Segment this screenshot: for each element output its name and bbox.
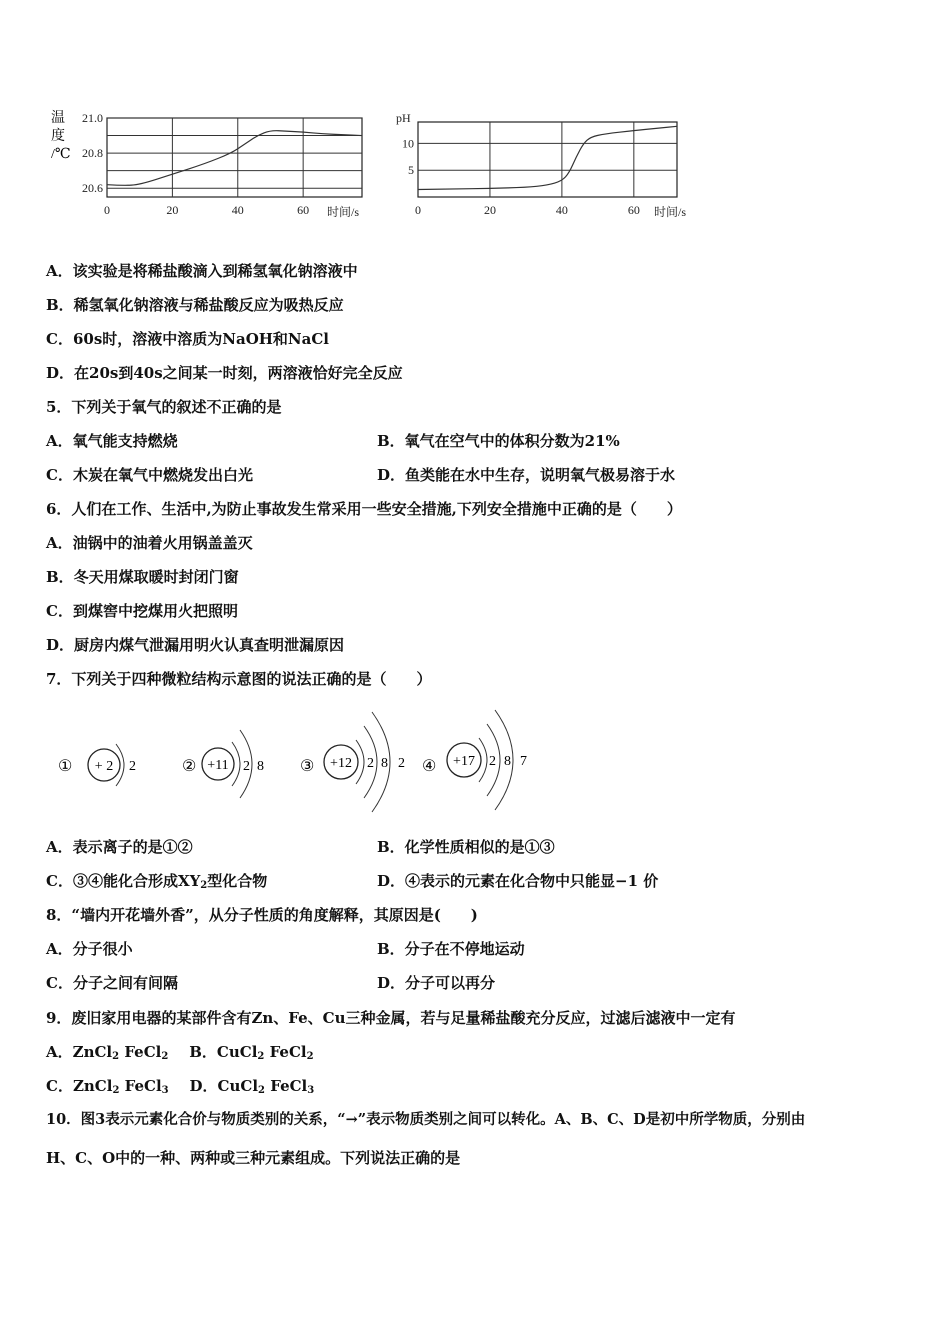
- q9-stem: 9．废旧家用电器的某部件含有Zn、Fe、Cu三种金属，若与足量稀盐酸充分反应，过滤后滤液中一定有: [46, 1009, 736, 1027]
- particle-3-shell-2-count: 8: [381, 756, 388, 771]
- y-tick-label: 21.0: [82, 111, 103, 125]
- q9-c-s2: 3: [161, 1085, 169, 1096]
- plot-frame: [418, 122, 677, 197]
- q5-option-b: B．氧气在空气中的体积分数为21%: [377, 432, 620, 450]
- particle-4-shell-3-count: 7: [520, 754, 527, 769]
- temperature-ylabel-1: 温: [51, 111, 65, 126]
- q9-options-cd: [46, 1076, 314, 1101]
- particle-4-shell-2-count: 8: [504, 754, 511, 769]
- x-tick-label: 0: [104, 203, 110, 217]
- particle-4-label: ④: [422, 758, 437, 775]
- q10-line-1: 10．图3表示元素化合价与物质类别的关系，“→”表示物质类别之间可以转化。A、B、C、D是初中所学物质，分别由: [46, 1111, 806, 1128]
- q5-option-a: A．氧气能支持燃烧: [46, 432, 178, 450]
- q9-c-f1: ZnCl: [72, 1077, 113, 1095]
- q4-option-a: A．该实验是将稀盐酸滴入到稀氢氧化钠溶液中: [46, 262, 358, 280]
- q9-c-f2: FeCl: [124, 1077, 162, 1095]
- q9-b-prefix: B．: [189, 1043, 217, 1061]
- q9-d-s2: 3: [307, 1085, 315, 1096]
- q9-option-b: [189, 1043, 313, 1061]
- q6-stem: 6．人们在工作、生活中,为防止事故发生常采用一些安全措施,下列安全措施中正确的是（ ）: [46, 500, 682, 518]
- q4-option-c: C．60s时，溶液中溶质为NaOH和NaCl: [46, 330, 329, 348]
- particle-4: [422, 710, 527, 810]
- x-tick-label: 60: [297, 203, 310, 217]
- y-tick-label: 5: [408, 163, 414, 178]
- q5-option-c: C．木炭在氧气中燃烧发出白光: [46, 466, 253, 484]
- ph-chart: [390, 100, 710, 225]
- ph-ylabel: pH: [396, 111, 411, 125]
- q8-option-c: C．分子之间有间隔: [46, 974, 178, 992]
- particle-3-label: ③: [300, 758, 315, 775]
- particle-4-shell-1-count: 2: [489, 754, 496, 769]
- q7-option-a: A．表示离子的是①②: [46, 838, 193, 856]
- q6-option-a: A．油锅中的油着火用锅盖盖灭: [46, 534, 253, 552]
- q9-option-c: [46, 1077, 169, 1095]
- q8-option-a: A．分子很小: [46, 940, 133, 958]
- q6-option-b: B．冬天用煤取暖时封闭门窗: [46, 568, 239, 586]
- temperature-xlabel: 时间/s: [327, 205, 360, 219]
- q4-option-d: D．在20s到40s之间某一时刻，两溶液恰好完全反应: [46, 364, 403, 382]
- particle-4-shell-1: [479, 738, 487, 782]
- q4-option-b: B．稀氢氧化钠溶液与稀盐酸反应为吸热反应: [46, 296, 344, 314]
- particle-2-label: ②: [182, 758, 197, 775]
- q9-a-prefix: A．: [46, 1043, 73, 1061]
- temperature-chart: [45, 100, 375, 225]
- temperature-ticks: [82, 111, 309, 217]
- particle-3-shell-3-count: 2: [398, 756, 405, 771]
- x-tick-label: 20: [483, 203, 496, 217]
- q7-option-c-sub: 2: [200, 880, 208, 891]
- ph-xlabel: 时间/s: [654, 205, 687, 219]
- q9-a-s1: 2: [112, 1051, 120, 1062]
- q9-b-s2: 2: [306, 1051, 314, 1062]
- particle-2: [182, 730, 264, 798]
- particle-diagrams: [46, 700, 566, 825]
- q9-c-prefix: C．: [46, 1077, 73, 1095]
- particle-2-charge: +11: [207, 758, 229, 773]
- particle-2-shell-2-count: 8: [257, 759, 264, 774]
- q9-a-s2: 2: [161, 1051, 169, 1062]
- q7-option-d: D．④表示的元素在化合物中只能显−1 价: [377, 872, 659, 890]
- q9-d-f2: FeCl: [270, 1077, 308, 1095]
- particle-3: [300, 712, 405, 812]
- particle-1-label: ①: [58, 758, 73, 775]
- q9-d-prefix: D．: [189, 1077, 218, 1095]
- particle-3-charge: +12: [330, 756, 352, 771]
- particle-1: [58, 744, 136, 786]
- q6-option-c: C．到煤窖中挖煤用火把照明: [46, 602, 238, 620]
- q9-option-d: [190, 1077, 315, 1095]
- q9-a-f2: FeCl: [124, 1043, 162, 1061]
- q9-b-s1: 2: [257, 1051, 265, 1062]
- y-tick-label: 20.8: [82, 146, 103, 161]
- q9-b-f1: CuCl: [216, 1043, 258, 1061]
- ph-curve: [418, 126, 677, 189]
- q9-options-ab: [46, 1042, 314, 1067]
- x-tick-label: 40: [555, 203, 568, 217]
- temperature-ylabel-3: /℃: [51, 147, 71, 162]
- q7-option-b: B．化学性质相似的是①③: [377, 838, 555, 856]
- particle-1-charge: + 2: [94, 759, 114, 774]
- ph-ticks: [402, 136, 640, 217]
- q8-option-b: B．分子在不停地运动: [377, 940, 525, 958]
- q5-option-d: D．鱼类能在水中生存，说明氧气极易溶于水: [377, 466, 676, 484]
- q5-stem: 5．下列关于氧气的叙述不正确的是: [46, 398, 282, 416]
- x-tick-label: 0: [415, 203, 421, 217]
- ph-grid: [418, 122, 677, 197]
- particle-2-shell-1: [232, 742, 240, 786]
- q8-option-d: D．分子可以再分: [377, 974, 496, 992]
- particle-2-shell-1-count: 2: [243, 759, 250, 774]
- q7-option-c: [46, 871, 267, 896]
- y-tick-label: 10: [402, 136, 414, 151]
- q10-line-2: H、C、O中的一种、两种或三种元素组成。下列说法正确的是: [46, 1149, 461, 1167]
- particle-3-shell-1: [356, 740, 364, 784]
- q9-b-f2: FeCl: [269, 1043, 307, 1061]
- q9-option-a: [46, 1043, 168, 1061]
- q6-option-d: D．厨房内煤气泄漏用明火认真查明泄漏原因: [46, 636, 345, 654]
- q9-a-f1: ZnCl: [72, 1043, 113, 1061]
- x-tick-label: 20: [166, 203, 179, 217]
- plot-frame: [107, 118, 362, 197]
- q9-d-s1: 2: [258, 1085, 265, 1096]
- temperature-curve: [107, 131, 362, 186]
- x-tick-label: 60: [627, 203, 640, 217]
- y-tick-label: 20.6: [82, 181, 103, 196]
- q7-stem: 7．下列关于四种微粒结构示意图的说法正确的是（ ）: [46, 670, 432, 688]
- q9-c-s1: 2: [112, 1085, 120, 1096]
- q7-option-c-post: 型化合物: [207, 872, 268, 890]
- x-tick-label: 40: [231, 203, 244, 217]
- q7-option-c-pre: C．③④能化合形成XY: [46, 872, 201, 890]
- q8-stem: 8．“墙内开花墙外香”，从分子性质的角度解释，其原因是( ): [46, 906, 478, 924]
- particle-3-shell-1-count: 2: [367, 756, 374, 771]
- temperature-ylabel-2: 度: [51, 129, 65, 144]
- particle-1-shell-1-count: 2: [129, 759, 136, 774]
- particle-4-charge: +17: [453, 754, 475, 769]
- temperature-grid: [107, 118, 362, 197]
- q9-d-f1: CuCl: [217, 1077, 259, 1095]
